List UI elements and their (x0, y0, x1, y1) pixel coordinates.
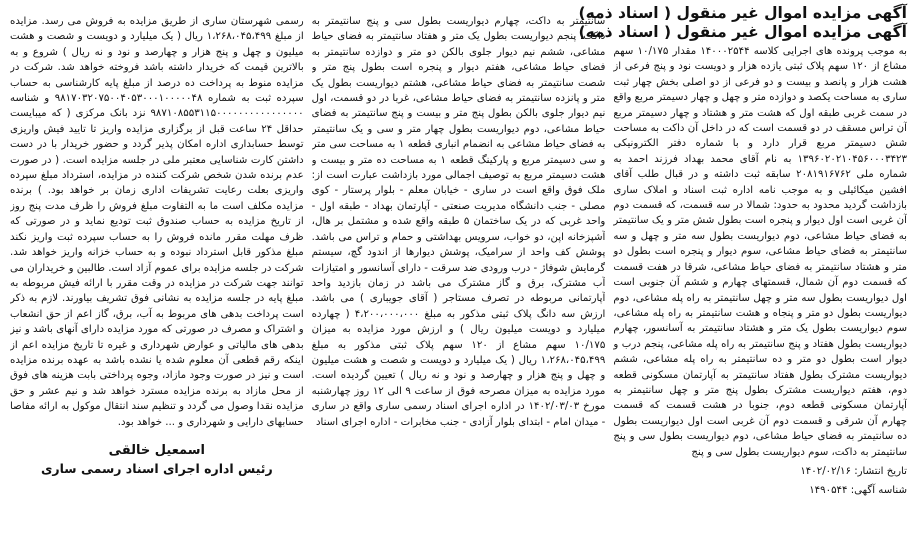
notice-column-left (10, 14, 304, 552)
notice-text-part-3: رسمی شهرستان ساری از طریق مزایده به فروش می رسد. مزایده از مبلغ ۱،۲۶۸،۰۴۵،۴۹۹ ریال ( یک میلیارد و دویست و شصت و هشت میلیون و چهل و پنج هزار و چهارصد و نود و نه ریال ) شروع و به بالاترین قیمت که خریدار داشته باشد فروخته خواهد شد. شرکت در مزایده منوط به پرداخت ده درصد از مبلغ پایه کارشناسی به حساب سپرده ثبت به شماره ۹۸۱۷۰۳۲۰۷۵۰۰۴۰۵۳۰۰۰۱۰۰۰۰۰۴۸ و شناسه ۹۸۷۱۰۸۵۵۳۱۱۵۰۰۰۰۰۰۰۰۰۰۰۰۰۰۰۰ نزد بانک مرکزی ( که میبایست حداقل ۲۴ ساعت قبل از برگزاری مزایده واریز تا تایید فیش واریزی توسط حسابداری اداره امکان پذیر گردد و حضور خریدار با در دست داشتن کارت شناسایی معتبر ملی در جلسه مزایده است. ( در صورت عدم برنده شدن شخص شرکت کننده در مزایده، استرداد مبلغ سپرده واریزی بعلت رعایت تشریفات اداری زمان بر خواهد بود. ) برنده مزایده مکلف است ما به التفاوت مبلغ فروش را ظرف مدت پنج روز از تاریخ مزایده به حساب صندوق ثبت تودیع نماید و در صورتی که ظرف مهلت مقرر مانده فروش را به حساب سپرده ثبت واریز نکند مبلغ مذکور قابل استرداد نبوده و به حساب خزانه واریز خواهد شد. شرکت در جلسه مزایده برای عموم آزاد است. طالبین و خریداران می توانند جهت شرکت در مزایده در وقت مقرر با ارائه فیش مربوطه به مبلغ پایه در جلسه مزایده به نشانی فوق تشریف بیاورند. لازم به ذکر است پرداخت بدهی های مربوط به آب، برق، گاز اعم از حق انشعاب و اشتراک و مصرف در صورتی که مورد مزایده دارای آنهای باشد و نیز بدهی های مالیاتی و عوارض شهرداری و غیره تا تاریخ مزایده اعم از اینکه رقم قطعی آن معلوم شده یا نشده باشد به عهده برنده مزایده است و نیز در صورت وجود مازاد، وجوه پرداختی بابت هزینه های فوق از محل مازاد به برنده مزایده مسترد خواهد شد و نیم عشر و حق مزایده نقدا وصول می گردد و تنظیم سند انتقال موکول به ارائه مفاصا حسابهای دارایی و شهرداری و ... خواهد بود. (9, 16, 304, 428)
notice-title: آگهی مزایده اموال غیر منقول ( اسناد ذمه) (578, 4, 907, 22)
notice-id: شناسه آگهی: ۱۴۹۰۵۴۴ (809, 484, 907, 496)
notice-column-right (613, 44, 907, 552)
notice-header (578, 4, 907, 42)
signature-block (10, 442, 304, 478)
notice-text-part-1: به موجب پرونده های اجرایی کلاسه ۱۴۰۰۰۲۵۴۴ مقدار ۱۰/۱۷۵ سهم مشاع از ۱۲۰ سهم پلاک ثبتی یازده هزار و دویست نود و پنج فرعی از هشت هزار و پانصد و بیست و دو فرعی از دو اصلی بخش چهار ثبت ساری به مساحت یکصد و دوازده متر و چهل و چهار دسیمتر مربع واقع در سمت غربی طبقه اول که هشت متر و هشتاد و چهار دسیمتر مربع آن تراس مسقف در دو قسمت است که در داخل آن داکت به مساحت شش دسیمتر مربع قرار دارد و با شماره دفتر الکترونیکی ۱۳۹۶۰۲۰۲۱۰۴۵۶۰۰۰۳۴۲۳ به نام آقای محمد بهداد فرزند احمد به شماره ملی ۲۰۸۱۹۱۶۷۶۲ سابقه ثبت داشته و در قبال طلب آقای افشین میکائیلی و به موجب نامه اداره ثبت اسناد و املاک ساری بازداشت گردید محدود به حدود: شمالا در سه قسمت، که قسمت دوم آن غربی است اول دیوار و پنجره است بطول شش متر و یک سانتیمتر به فضای حیاط مشاعی، دوم دیواریست بطول سه متر و چهل و سه سانتیمتر به فضای حیاط مشاعی، سوم دیوار و پنجره است بطول دو متر و هشتاد سانتیمتر به فضای حیاط مشاعی، شرقا در هفت قسمت که قسمت دوم آن شمال، قسمتهای چهارم و ششم آن جنوبی است اول دیواریست بطول سه متر و چهل سانتیمتر به راه پله مشاعی، دوم دیواریست بطول دو متر و پنجاه و هشت سانتیمتر به راه پله مشاعی، سوم دیواریست بطول یک متر و هشتاد سانتیمتر به آسانسور، چهارم دیواریست بطول هفتاد و پنج سانتیمتر به راه پله مشاعی، پنجم درب و دیوار است بطول دو متر و ده سانتیمتر به راه پله مشاعی، ششم دیواریست مشترک بطول هفتاد سانتیمتر به آپارتمان مسکونی قطعه دوم، هفتم دیواریست مشترک بطول پنج متر و چهل سانتیمتر به آپارتمان مسکونی قطعه دوم، جنوبا در هشت قسمت که قسمت چهارم آن شرقی و قسمت دوم آن غربی است اول دیواریست بطول ده سانتیمتر به فضای حیاط مشاعی، دوم دیواریست بطول سی و پنج سانتیمتر به داکت، سوم دیواریست بطول سی و پنج (613, 46, 907, 458)
notice-column-middle (312, 14, 606, 552)
signer-name: اسمعیل خالقی (108, 442, 205, 458)
notice-text-part-2: سانتیمتر به داکت، چهارم دیواریست بطول سی و پنج سانتیمتر به داکت، پنجم دیواریست بطول یک متر و هفتاد سانتیمتر به فضای حیاط مشاعی، ششم نیم دیوار جلوی بالکن دو متر و دوازده سانتیمتر به فضای حیاط مشاعی، هفتم دیوار و پنجره است بطول پنج متر و شصت سانتیمتر به فضای حیاط مشاعی، هشتم دیواریست بطول یک متر و پانزده سانتیمتر به فضای حیاط مشاعی، غربا در دو قسمت، اول نیم دیوار جلوی بالکن بطول پنج متر و بیست و پنج سانتیمتر به فضای حیاط مشاعی، دوم دیواریست بطول چهار متر و سی و یک سانتیمتر به فضای حیاط مشاعی به انضمام انباری قطعه ۱ به مساحت سی متر و سی دسیمتر مربع و پارکینگ قطعه ۱ به مساحت ده متر و بیست و هشت دسیمتر مربع به توصیف اجمالی مورد بازداشت عبارت است از: ملک فوق واقع است در ساری - خیابان معلم - بلوار پرستار - کوی مصلی - جنب دانشگاه مدیریت صنعتی - آپارتمان بهداد - طبقه اول - واحد غربی که در یک ساختمان ۵ طبقه واقع شده و مشتمل بر هال، آشپزخانه اپن، دو خواب، سرویس بهداشتی و حمام و تراس می باشد. پوشش کف واحد از سرامیک، پوشش دیوارها از اندود گچ، سیستم گرمایش شوفاژ - درب ورودی ضد سرقت - دارای آسانسور و امتیازات آب مشترک، برق و گاز مشترک می باشد در زمان بازدید واحد آپارتمانی مربوطه در تصرف مستاجر ( آقای جویباری ) می باشد. ارزش سه دانگ پلاک ثبتی مذکور به مبلغ ۴،۲۰۰،۰۰۰،۰۰۰ ( چهارده میلیارد و دویست میلیون ریال ) و ارزش مورد مزایده به میزان ۱۰/۱۷۵ سهم مشاع از ۱۲۰ سهم پلاک ثبتی مذکور به مبلغ ۱،۲۶۸،۰۴۵،۴۹۹ ریال ( یک میلیارد و دویست و شصت و هشت میلیون و چهل و پنج هزار و چهارصد و نود و نه ریال ) تعیین گردیده است. مورد مزایده به میزان مصرحه فوق از ساعت ۹ الی ۱۲ روز چهارشنبه مورخ ۱۴۰۲/۰۳/۰۳ در اداره اجرای اسناد رسمی ساری واقع در ساری - میدان امام - ابتدای بلوار آزادی - جنب مخابرات - اداره اجرای اسناد (311, 16, 606, 428)
signer-title: رئیس اداره اجرای اسناد رسمی ساری (40, 460, 273, 476)
publish-date: تاریخ انتشار: ۱۴۰۲/۰۲/۱۶ (800, 465, 907, 477)
notice-title-repeat: آگهی مزایده اموال غیر منقول ( اسناد ذمه) (578, 23, 907, 41)
